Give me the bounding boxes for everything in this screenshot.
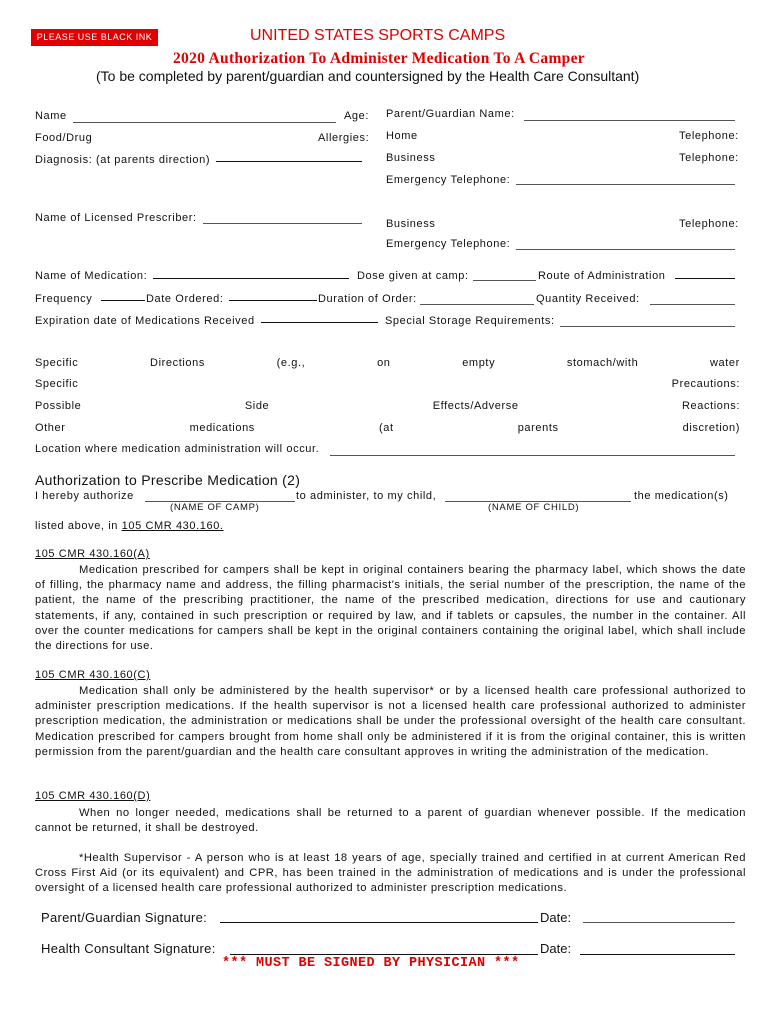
regulation-heading-d: 105 CMR 430.160(D) [35, 790, 151, 802]
date-ordered-label: Date Ordered: [146, 293, 224, 305]
other-medications-row [35, 422, 740, 434]
location-input-line[interactable] [330, 455, 735, 456]
physician-signature-warning: *** MUST BE SIGNED BY PHYSICIAN *** [222, 956, 520, 971]
location-label: Location where medication administration will occur. [35, 443, 320, 455]
directions-word: Directions [150, 357, 205, 369]
age-label: Age: [344, 110, 370, 122]
route-input-line[interactable] [675, 278, 735, 279]
date-ordered-input-line[interactable] [229, 300, 317, 301]
precautions-row [35, 378, 740, 390]
precautions-word: Precautions: [671, 378, 740, 390]
regulation-body-c: Medication shall only be administered by the health supervisor* or by a licensed health care professional authorized to administer prescription medications. If the health supervisor is not a licensed health care professional authorized to administer prescription medication, the administration or medications shall be under the professional oversight of the health care consultant. Medication prescribed for campers brought from home shall only be administered if it is from the original container, this is written permission from the parent/guardian and the health care consultant approves in writing the administration of the medication. [35, 685, 746, 758]
authorization-hereby: I hereby authorize [35, 490, 134, 502]
consultant-signature-line[interactable] [230, 954, 538, 955]
regulation-body-a: Medication prescribed for campers shall be kept in original containers bearing the pharmacy label, which shows the date of filling, the pharmacy name and address, the filling pharmacist's initials, the serial number of the prescription, the name of the patient, the name of the prescribing practitioner, the name of the prescribed medication, directions for use and cautionary statements, if any, contained in such prescription or required by law, and if tablets or capsules, the number in the container. All over the counter medications for campers shall be kept in the original containers containing the original label, which shall include the directions for use. [35, 564, 746, 653]
form-year: 2020 [173, 50, 206, 67]
regulation-heading-c: 105 CMR 430.160(C) [35, 669, 151, 681]
prescriber-emergency-input-line[interactable] [516, 249, 735, 250]
other-medications-word: (at [378, 422, 394, 434]
parent-date-line[interactable] [583, 922, 735, 923]
regulation-text-d [35, 806, 746, 836]
route-label: Route of Administration [538, 270, 666, 282]
expiration-input-line[interactable] [261, 322, 378, 323]
directions-word: stomach/with [566, 357, 639, 369]
storage-input-line[interactable] [560, 326, 735, 327]
parent-name-label: Parent/Guardian Name: [386, 108, 515, 120]
authorization-to-administer: to administer, to my child, [296, 490, 437, 502]
camp-name-caption: (NAME OF CAMP) [170, 502, 260, 513]
side-effects-word: Possible [35, 400, 82, 412]
prescriber-label: Name of Licensed Prescriber: [35, 212, 197, 224]
child-name-caption: (NAME OF CHILD) [488, 502, 580, 513]
duration-label: Duration of Order: [318, 293, 417, 305]
regulation-text-a [35, 563, 746, 654]
diagnosis-label: Diagnosis: (at parents direction) [35, 154, 211, 166]
regulation-text-c [35, 684, 746, 760]
organization-name: UNITED STATES SPORTS CAMPS [250, 27, 506, 44]
consultant-signature-label: Health Consultant Signature: [41, 941, 216, 956]
allergies-label: Allergies: [318, 132, 370, 144]
dose-input-line[interactable] [473, 280, 536, 281]
emergency-telephone-input-line[interactable] [516, 184, 735, 185]
frequency-input-line[interactable] [101, 300, 145, 301]
other-medications-word: parents [517, 422, 559, 434]
prescriber-emergency-label: Emergency Telephone: [386, 238, 511, 250]
directions-word: water [710, 357, 740, 369]
expiration-label: Expiration date of Medications Received [35, 315, 255, 327]
consultant-date-line[interactable] [580, 954, 735, 955]
prescriber-business-label: Business [386, 218, 436, 230]
authorization-heading: Authorization to Prescribe Medication (2) [35, 472, 301, 488]
regulation-heading-a: 105 CMR 430.160(A) [35, 548, 150, 560]
home-label: Home [386, 130, 418, 142]
business-telephone-label: Telephone: [679, 152, 739, 164]
other-medications-word: discretion) [682, 422, 740, 434]
form-title [173, 50, 585, 68]
directions-word: empty [462, 357, 496, 369]
name-input-line[interactable] [73, 122, 336, 123]
health-supervisor-note-text: *Health Supervisor - A person who is at least 18 years of age, specially trained and certified in at current American Red Cross First Aid (or its equivalent) and CPR, has been trained in the administration of medications and is under the professional oversight of a licensed health care professional authorized to administer prescription medications. [35, 852, 746, 895]
side-effects-row [35, 400, 740, 412]
parent-date-label: Date: [540, 910, 572, 925]
medication-name-label: Name of Medication: [35, 270, 148, 282]
regulation-body-d: When no longer needed, medications shall be returned to a parent of guardian whenever possible. If the medication cannot be returned, it shall be destroyed. [35, 807, 746, 835]
business-label: Business [386, 152, 436, 164]
side-effects-word: Effects/Adverse [432, 400, 519, 412]
medication-name-input-line[interactable] [153, 278, 349, 279]
food-drug-label: Food/Drug [35, 132, 93, 144]
directions-row [35, 357, 740, 369]
side-effects-word: Reactions: [682, 400, 740, 412]
frequency-label: Frequency [35, 293, 93, 305]
prescriber-input-line[interactable] [203, 223, 362, 224]
parent-name-input-line[interactable] [524, 120, 735, 121]
form-subtitle: (To be completed by parent/guardian and countersigned by the Health Care Consultant) [96, 68, 640, 84]
directions-word: (e.g., [276, 357, 306, 369]
directions-word: on [377, 357, 391, 369]
storage-label: Special Storage Requirements: [385, 315, 555, 327]
quantity-input-line[interactable] [650, 304, 735, 305]
authorization-the-medication: the medication(s) [634, 490, 729, 502]
directions-word: Specific [35, 357, 79, 369]
parent-signature-label: Parent/Guardian Signature: [41, 910, 208, 925]
consultant-date-label: Date: [540, 941, 572, 956]
dose-label: Dose given at camp: [357, 270, 469, 282]
quantity-label: Quantity Received: [536, 293, 640, 305]
black-ink-notice: PLEASE USE BLACK INK [31, 29, 158, 46]
listed-above-text: listed above, in [35, 520, 118, 532]
parent-signature-line[interactable] [220, 922, 538, 923]
prescriber-telephone-label: Telephone: [679, 218, 739, 230]
side-effects-word: Side [244, 400, 270, 412]
form-title-text: Authorization To Administer Medication To A Camper [208, 50, 585, 67]
listed-above [35, 520, 224, 532]
health-supervisor-note [35, 851, 746, 897]
other-medications-word: Other [35, 422, 66, 434]
cmr-reference: 105 CMR 430.160. [121, 520, 224, 532]
other-medications-word: medications [189, 422, 255, 434]
duration-input-line[interactable] [420, 304, 534, 305]
diagnosis-input-line[interactable] [216, 161, 362, 162]
precautions-word: Specific [35, 378, 79, 390]
home-telephone-label: Telephone: [679, 130, 739, 142]
emergency-telephone-label: Emergency Telephone: [386, 174, 511, 186]
name-label: Name [35, 110, 67, 122]
